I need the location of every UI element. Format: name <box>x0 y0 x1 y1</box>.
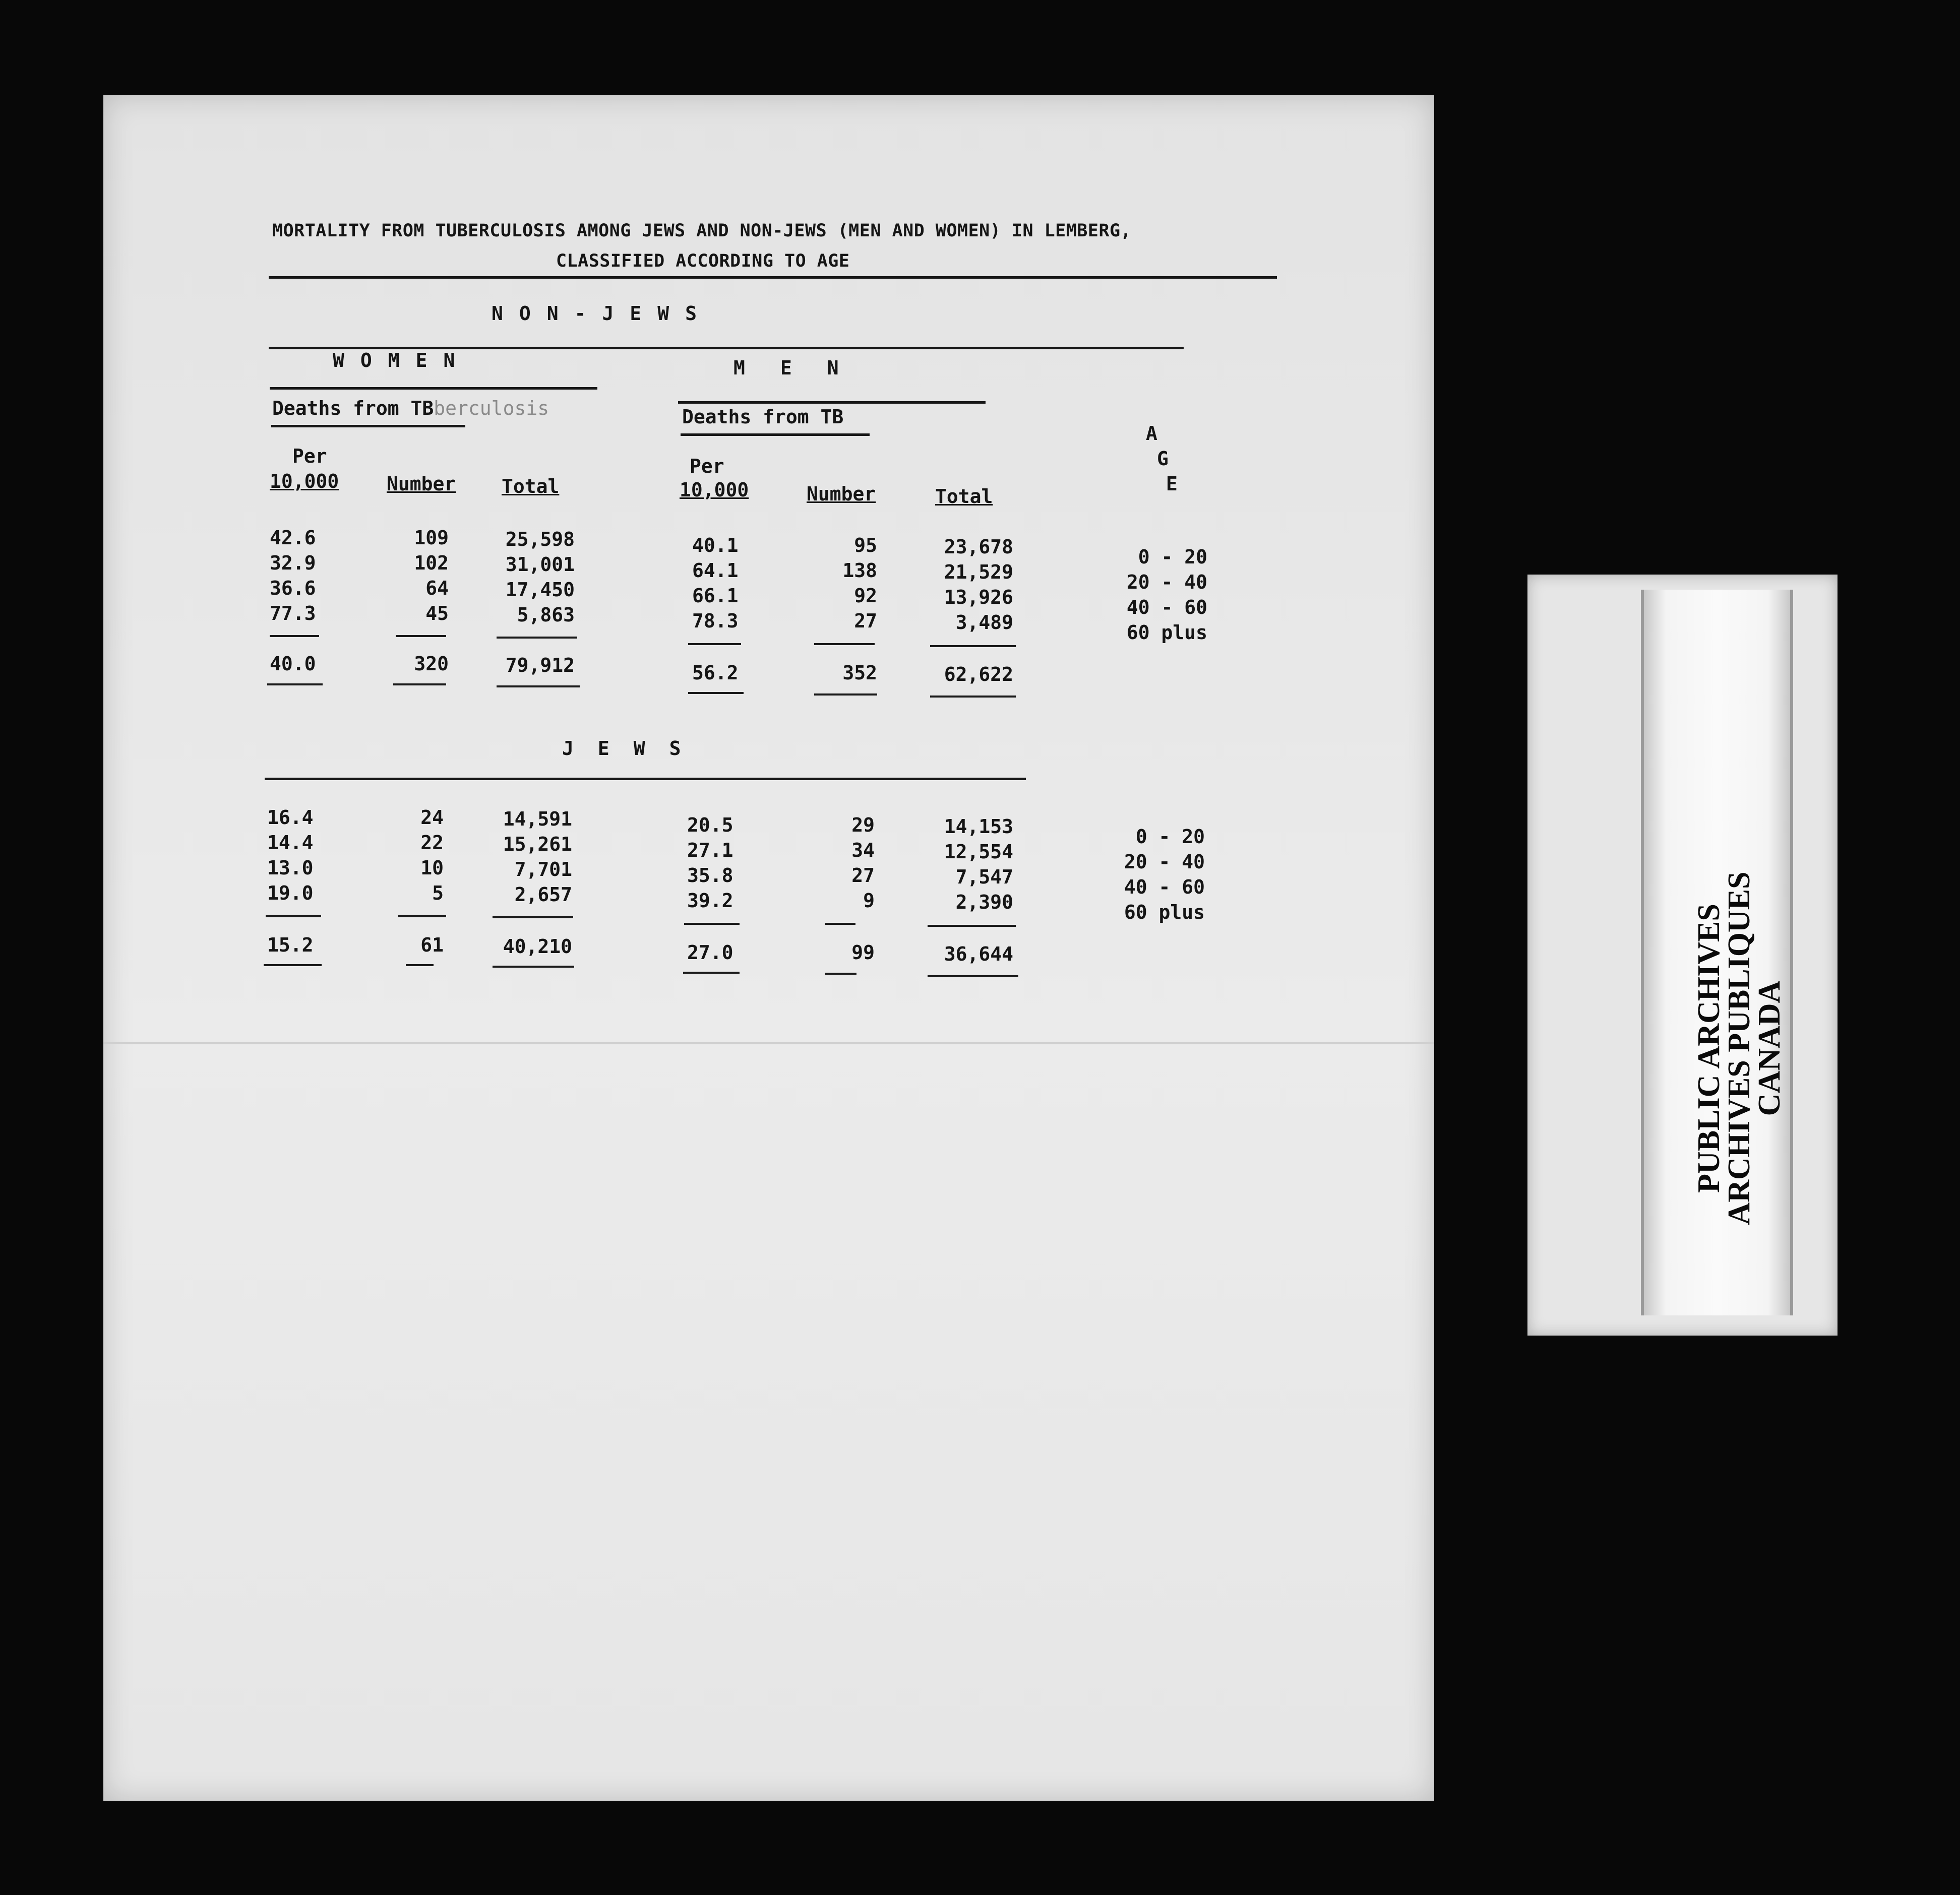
table-cell: 22 <box>420 832 444 854</box>
table-cell: 138 <box>842 559 877 582</box>
table-cell: 32.9 <box>270 552 316 574</box>
age-heading-e: E <box>1166 473 1178 495</box>
sum-rule <box>493 916 573 918</box>
table-cell: 95 <box>854 534 877 556</box>
table-cell: 13,926 <box>944 586 1013 608</box>
table-cell: 31,001 <box>505 553 575 576</box>
men-subheading: Deaths from TB <box>682 406 844 428</box>
age-heading-a: A <box>1146 422 1157 445</box>
total-rule <box>928 975 1018 977</box>
document-title-line2: CLASSIFIED ACCORDING TO AGE <box>556 251 850 271</box>
table-cell: 66.1 <box>692 585 739 607</box>
table-cell: 34 <box>851 839 875 861</box>
table-cell: 25,598 <box>505 528 575 550</box>
table-cell: 13.0 <box>267 857 314 879</box>
sum-rule <box>266 915 321 917</box>
sum-rule <box>398 915 446 917</box>
age-label: 0 - 20 <box>1135 826 1205 848</box>
total-rule <box>264 964 322 966</box>
total-rule <box>393 683 446 685</box>
table-cell: 27.1 <box>687 839 733 861</box>
women-col-number: Number <box>387 473 456 495</box>
total-rule <box>825 973 856 975</box>
table-cell: 2,390 <box>955 891 1013 913</box>
age-label: 20 - 40 <box>1124 851 1205 873</box>
document-title-line1: MORTALITY FROM TUBERCULOSIS AMONG JEWS AND NON-JEWS (MEN AND WOMEN) IN LEMBERG, <box>272 221 1132 241</box>
table-cell: 19.0 <box>267 882 314 904</box>
jews-women-total-per: 15.2 <box>267 934 314 956</box>
table-cell: 39.2 <box>687 890 733 912</box>
jews-women-total-total: 40,210 <box>503 935 572 958</box>
section-heading-nonjews: NON-JEWS <box>492 302 713 325</box>
title-underline <box>269 276 1277 279</box>
sum-rule <box>814 643 875 645</box>
age-label: 40 - 60 <box>1126 596 1207 618</box>
sum-rule <box>825 923 855 925</box>
total-rule <box>683 972 740 974</box>
table-cell: 45 <box>425 602 449 624</box>
table-cell: 35.8 <box>687 864 733 887</box>
men-col-number: Number <box>807 483 876 505</box>
jews-men-total-per: 27.0 <box>687 941 733 964</box>
women-col-per-line1: Per <box>292 445 327 467</box>
table-cell: 16.4 <box>267 806 314 829</box>
women-subheading: Deaths from TBberculosis <box>272 397 549 419</box>
nonjews-women-total-per: 40.0 <box>270 653 316 675</box>
table-cell: 14,591 <box>503 808 572 830</box>
total-rule <box>267 683 323 685</box>
table-cell: 36.6 <box>270 577 316 599</box>
age-label: 60 plus <box>1126 621 1207 644</box>
table-cell: 78.3 <box>692 610 739 632</box>
women-heading-underline <box>270 387 597 390</box>
total-rule <box>406 964 434 966</box>
men-heading-underline <box>678 401 986 404</box>
age-label: 60 plus <box>1124 901 1205 923</box>
table-cell: 92 <box>854 585 877 607</box>
men-heading: MEN <box>733 357 874 379</box>
total-rule <box>688 692 744 694</box>
table-cell: 2,657 <box>514 883 572 906</box>
table-cell: 77.3 <box>270 602 316 624</box>
total-rule <box>497 685 580 687</box>
table-cell: 7,547 <box>955 866 1013 888</box>
men-col-per-line2: 10,000 <box>680 479 749 501</box>
table-cell: 15,261 <box>503 833 572 855</box>
table-cell: 12,554 <box>944 841 1013 863</box>
table-cell: 27 <box>854 610 877 632</box>
sum-rule <box>930 645 1016 647</box>
archives-stamp-text <box>1694 847 1785 1250</box>
table-cell: 20.5 <box>687 814 733 836</box>
nonjews-men-total-total: 62,622 <box>944 663 1013 685</box>
women-subheading-underline <box>271 425 465 427</box>
jews-men-total-number: 99 <box>851 941 875 964</box>
page-fold-line <box>103 1042 1434 1044</box>
sum-rule <box>684 923 740 925</box>
table-cell: 9 <box>863 890 875 912</box>
nonjews-women-total-number: 320 <box>414 653 449 675</box>
jews-women-total-number: 61 <box>420 934 444 956</box>
jews-underline <box>265 778 1026 780</box>
total-rule <box>814 693 877 696</box>
table-cell: 17,450 <box>505 579 575 601</box>
table-cell: 27 <box>851 864 875 887</box>
nonjews-men-total-per: 56.2 <box>692 662 739 684</box>
women-col-total: Total <box>502 475 560 497</box>
men-col-total: Total <box>935 485 993 508</box>
table-cell: 5 <box>432 882 444 904</box>
sum-rule <box>928 925 1016 927</box>
table-cell: 29 <box>851 814 875 836</box>
jews-men-total-total: 36,644 <box>944 943 1013 965</box>
table-cell: 5,863 <box>517 604 575 626</box>
women-heading: WOMEN <box>333 349 471 371</box>
table-cell: 42.6 <box>270 527 316 549</box>
table-cell: 64.1 <box>692 559 739 582</box>
age-label: 0 - 20 <box>1138 546 1207 568</box>
age-label: 40 - 60 <box>1124 876 1205 898</box>
archive-slide-label <box>1527 575 1838 1336</box>
stamp-line3: CANADA <box>1752 980 1787 1116</box>
nonjews-women-total-total: 79,912 <box>505 654 575 676</box>
table-cell: 64 <box>425 577 449 599</box>
table-cell: 102 <box>414 552 449 574</box>
table-cell: 10 <box>420 857 444 879</box>
sum-rule <box>497 637 577 639</box>
men-subheading-underline <box>681 433 870 436</box>
table-cell: 109 <box>414 527 449 549</box>
women-col-per-line2: 10,000 <box>270 470 339 492</box>
sum-rule <box>396 635 446 637</box>
total-rule <box>493 966 574 968</box>
section-heading-jews: JEWS <box>562 737 705 760</box>
table-cell: 3,489 <box>955 611 1013 634</box>
table-cell: 14.4 <box>267 832 314 854</box>
nonjews-men-total-number: 352 <box>842 662 877 684</box>
stamp-line1: PUBLIC ARCHIVES <box>1692 904 1726 1193</box>
total-rule <box>930 696 1016 698</box>
table-cell: 24 <box>420 806 444 829</box>
table-cell: 23,678 <box>944 536 1013 558</box>
age-heading-g: G <box>1157 448 1169 470</box>
table-cell: 40.1 <box>692 534 739 556</box>
age-label: 20 - 40 <box>1126 571 1207 593</box>
table-cell: 7,701 <box>514 858 572 880</box>
stamp-line2: ARCHIVES PUBLIQUES <box>1722 871 1756 1225</box>
men-col-per-line1: Per <box>690 455 724 477</box>
sum-rule <box>270 635 319 637</box>
table-cell: 14,153 <box>944 815 1013 838</box>
table-cell: 21,529 <box>944 561 1013 583</box>
document-page <box>103 95 1434 1801</box>
sum-rule <box>688 643 741 645</box>
